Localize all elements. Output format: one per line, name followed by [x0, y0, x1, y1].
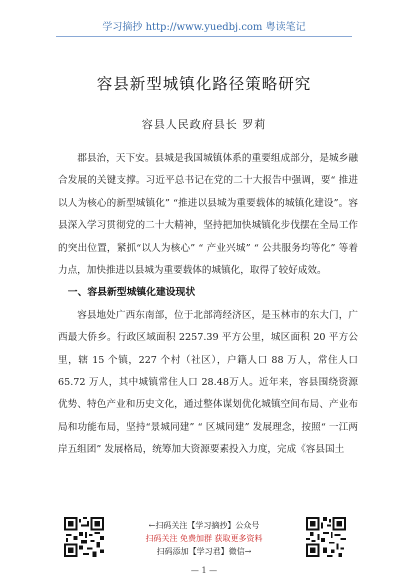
qr-code-left-graphic: [64, 517, 104, 557]
qr-code-right-graphic: [306, 517, 346, 557]
document-body: [58, 148, 358, 462]
qr-code-icon[interactable]: [64, 517, 104, 557]
promo-add-wechat: 扫码添加【学习君】微信→: [156, 547, 252, 556]
header-divider: [56, 36, 352, 37]
page-header-watermark: 学习摘抄 http://www.yuedbj.com 粤读笔记: [102, 22, 306, 33]
section-heading: 一、容县新型城镇化建设现状: [67, 287, 196, 299]
document-title: 容县新型城镇化路径策略研究: [96, 75, 312, 93]
document-author: 容县人民政府县长 罗莉: [141, 118, 267, 131]
promo-free-group: 扫码关注 免费加群 获取更多资料: [145, 534, 263, 543]
paragraph-status: 容县地处广西东南部，位于北部湾经济区，是玉林市的东大门，广西最大侨乡。行政区域面积 2257.39 平方公里，城区面积 20 平方公里，辖 15 个镇，227 个村（社区），户籍人口 88 万人，常住人口 65.72 万人，其中城镇常住人口 28.48万人。近年来，容县围绕资源优势、特色产业和历史文化，通过整体谋划优化城镇空间布局、产业布局和功能布局，坚持“景城同建” “ 区城同建” 发展理念，按照“ 一江两岸五组团” 发展格局，统筹加大资源要素投入力度，完成《容县国土: [58, 309, 358, 456]
paragraph-intro: 郡县治，天下安。县城是我国城镇体系的重要组成部分，是城乡融合发展的关键支撑。习近平总书记在党的二十大报告中强调，要“ 推进以人为核心的新型城镇化” “推进以县城为重要载体的城镇化建设”。容县深入学习贯彻党的二十大精神，坚持把加快城镇化步伐摆在全局工作的突出位置，紧抓“以人为核心” “ 产业兴城” “ 公共服务均等化” 等着力点，加快推进以县城为重要载体的城镇化，取得了较好成效。: [58, 153, 358, 277]
page-number: — 1 —: [190, 566, 218, 575]
promo-follow-account: ←扫码关注【学习摘抄】公众号: [148, 521, 260, 530]
qr-code-icon[interactable]: [306, 517, 346, 557]
